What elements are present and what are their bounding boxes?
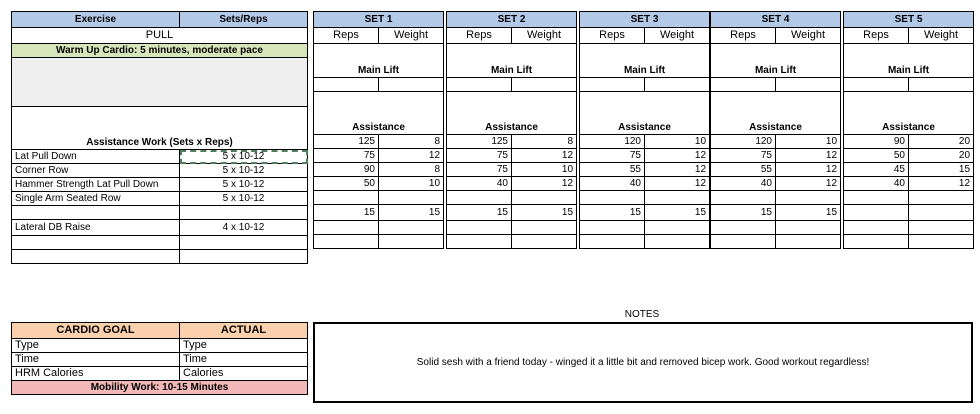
set-title: SET 2 [447, 12, 577, 28]
exercise-row [12, 206, 308, 220]
reps-cell[interactable] [844, 205, 909, 221]
reps-header: Reps [580, 28, 645, 44]
set-table-5 [843, 11, 974, 249]
weight-cell[interactable]: 12 [909, 177, 974, 191]
main-lift-blank [12, 58, 308, 107]
set-row [844, 191, 974, 205]
header-sets-reps: Sets/Reps [180, 12, 308, 28]
exercise-row [12, 164, 308, 178]
reps-cell[interactable]: 40 [711, 177, 776, 191]
main-lift-reps[interactable] [844, 78, 909, 92]
reps-cell[interactable]: 75 [580, 149, 645, 163]
set-table-2 [446, 11, 577, 249]
exercise-name[interactable]: Hammer Strength Lat Pull Down [12, 178, 180, 192]
cardio-table [11, 322, 308, 395]
set-row [844, 135, 974, 149]
reps-header: Reps [447, 28, 512, 44]
set-row [711, 221, 841, 235]
weight-cell[interactable]: 10 [379, 177, 444, 191]
notes-box[interactable] [313, 322, 973, 403]
set-table-4 [710, 11, 841, 249]
reps-cell[interactable]: 125 [447, 135, 512, 149]
set-title: SET 1 [314, 12, 444, 28]
notes-title: NOTES [624, 309, 660, 320]
reps-cell[interactable] [580, 191, 645, 205]
set-row [447, 221, 577, 235]
exercise-name[interactable]: Corner Row [12, 164, 180, 178]
set-row [844, 205, 974, 221]
exercise-sets-reps[interactable] [180, 250, 308, 264]
reps-cell[interactable]: 40 [580, 177, 645, 191]
set-row [844, 221, 974, 235]
set-row [447, 163, 577, 177]
assistance-label: Assistance [447, 92, 577, 135]
set-row [711, 149, 841, 163]
exercise-row [12, 178, 308, 192]
weight-cell[interactable] [645, 235, 710, 249]
weight-cell[interactable]: 12 [776, 149, 841, 163]
cardio-goal-type: Type [12, 339, 180, 353]
reps-cell[interactable]: 55 [580, 163, 645, 177]
weight-cell[interactable]: 8 [512, 135, 577, 149]
main-lift-reps[interactable] [711, 78, 776, 92]
exercise-sets-reps[interactable]: 5 x 10-12 [180, 178, 308, 192]
reps-cell[interactable] [314, 235, 379, 249]
exercise-table [11, 11, 308, 264]
assistance-label: Assistance Work (Sets x Reps) [12, 107, 308, 150]
main-lift-weight[interactable] [512, 78, 577, 92]
set-row [314, 135, 444, 149]
reps-cell[interactable]: 125 [314, 135, 379, 149]
set-row [314, 149, 444, 163]
weight-cell[interactable] [512, 191, 577, 205]
set-row [711, 235, 841, 249]
weight-cell[interactable]: 10 [645, 135, 710, 149]
reps-cell[interactable] [447, 221, 512, 235]
set-title: SET 5 [844, 12, 974, 28]
set-title: SET 4 [711, 12, 841, 28]
weight-cell[interactable] [909, 191, 974, 205]
reps-cell[interactable] [844, 235, 909, 249]
cardio-goal-calories: HRM Calories [12, 367, 180, 381]
set-row [711, 177, 841, 191]
set-row [580, 135, 710, 149]
set-title: SET 3 [580, 12, 710, 28]
weight-cell[interactable]: 15 [909, 163, 974, 177]
set-row [844, 177, 974, 191]
cardio-goal-header: CARDIO GOAL [12, 323, 180, 339]
set-row [844, 235, 974, 249]
reps-cell[interactable] [711, 235, 776, 249]
weight-header: Weight [645, 28, 710, 44]
reps-cell[interactable]: 15 [447, 205, 512, 221]
set-row [580, 205, 710, 221]
weight-cell[interactable] [776, 221, 841, 235]
exercise-sets-reps[interactable]: 5 x 10-12 [180, 164, 308, 178]
main-lift-weight[interactable] [776, 78, 841, 92]
set-table-1 [313, 11, 444, 249]
weight-header: Weight [379, 28, 444, 44]
main-lift-weight[interactable] [909, 78, 974, 92]
set-row [314, 163, 444, 177]
exercise-row [12, 250, 308, 264]
set-row [711, 135, 841, 149]
set-row [580, 163, 710, 177]
cardio-actual-time: Time [180, 353, 308, 367]
reps-cell[interactable] [844, 221, 909, 235]
assistance-label: Assistance [580, 92, 710, 135]
set-row [447, 149, 577, 163]
weight-header: Weight [776, 28, 841, 44]
weight-header: Weight [512, 28, 577, 44]
exercise-name[interactable] [12, 236, 180, 250]
set-row [711, 191, 841, 205]
reps-cell[interactable]: 75 [711, 149, 776, 163]
set-row [314, 205, 444, 221]
reps-cell[interactable]: 50 [844, 149, 909, 163]
exercise-row [12, 192, 308, 206]
main-lift-weight[interactable] [379, 78, 444, 92]
exercise-name[interactable] [12, 250, 180, 264]
set-row [314, 235, 444, 249]
reps-cell[interactable] [314, 191, 379, 205]
weight-header: Weight [909, 28, 974, 44]
assistance-label: Assistance [711, 92, 841, 135]
set-row [447, 177, 577, 191]
weight-cell[interactable]: 12 [512, 177, 577, 191]
exercise-sets-reps[interactable] [180, 236, 308, 250]
weight-cell[interactable]: 12 [776, 163, 841, 177]
main-lift-reps[interactable] [447, 78, 512, 92]
reps-cell[interactable] [447, 235, 512, 249]
weight-cell[interactable] [379, 235, 444, 249]
notes-text: Solid sesh with a friend today - winged it a little bit and removed bicep work. Good workout regardless! [416, 357, 870, 368]
set-row [447, 205, 577, 221]
reps-cell[interactable]: 120 [580, 135, 645, 149]
reps-cell[interactable] [447, 191, 512, 205]
weight-cell[interactable] [645, 191, 710, 205]
reps-cell[interactable] [844, 191, 909, 205]
exercise-row [12, 236, 308, 250]
weight-cell[interactable] [776, 191, 841, 205]
main-lift-reps[interactable] [580, 78, 645, 92]
weight-cell[interactable]: 10 [776, 135, 841, 149]
weight-cell[interactable]: 12 [512, 149, 577, 163]
main-lift-label: Main Lift [711, 44, 841, 78]
reps-cell[interactable]: 75 [447, 149, 512, 163]
set-row [580, 191, 710, 205]
set-row [580, 149, 710, 163]
reps-cell[interactable]: 15 [314, 205, 379, 221]
weight-cell[interactable]: 12 [379, 149, 444, 163]
reps-cell[interactable]: 15 [711, 205, 776, 221]
reps-cell[interactable]: 120 [711, 135, 776, 149]
exercise-name[interactable]: Lat Pull Down [12, 150, 180, 164]
exercise-sets-reps[interactable]: 5 x 10-12 [180, 150, 308, 164]
set-row [314, 221, 444, 235]
reps-cell[interactable]: 50 [314, 177, 379, 191]
reps-cell[interactable] [314, 221, 379, 235]
exercise-name[interactable]: Lateral DB Raise [12, 220, 180, 236]
reps-cell[interactable]: 90 [314, 163, 379, 177]
weight-cell[interactable]: 12 [776, 177, 841, 191]
weight-cell[interactable]: 15 [776, 205, 841, 221]
reps-header: Reps [314, 28, 379, 44]
weight-cell[interactable]: 20 [909, 135, 974, 149]
reps-cell[interactable]: 75 [314, 149, 379, 163]
cardio-actual-header: ACTUAL [180, 323, 308, 339]
set-row [314, 191, 444, 205]
weight-cell[interactable]: 12 [645, 163, 710, 177]
main-lift-reps[interactable] [314, 78, 379, 92]
reps-cell[interactable] [711, 191, 776, 205]
set-row [447, 235, 577, 249]
reps-cell[interactable] [580, 221, 645, 235]
mobility-row: Mobility Work: 10-15 Minutes [12, 381, 308, 395]
weight-cell[interactable] [379, 221, 444, 235]
weight-cell[interactable]: 8 [379, 163, 444, 177]
reps-cell[interactable] [711, 221, 776, 235]
exercise-name[interactable]: Single Arm Seated Row [12, 192, 180, 206]
main-lift-label: Main Lift [447, 44, 577, 78]
assistance-label: Assistance [844, 92, 974, 135]
weight-cell[interactable]: 12 [645, 177, 710, 191]
set-row [580, 177, 710, 191]
weight-cell[interactable]: 15 [379, 205, 444, 221]
weight-cell[interactable]: 10 [512, 163, 577, 177]
weight-cell[interactable] [645, 221, 710, 235]
set-table-3 [579, 11, 710, 249]
reps-header: Reps [711, 28, 776, 44]
reps-cell[interactable]: 15 [580, 205, 645, 221]
reps-cell[interactable]: 45 [844, 163, 909, 177]
warmup-row: Warm Up Cardio: 5 minutes, moderate pace [12, 44, 308, 58]
weight-cell[interactable] [512, 221, 577, 235]
set-row [844, 163, 974, 177]
set-row [711, 205, 841, 221]
reps-header: Reps [844, 28, 909, 44]
set-row [447, 135, 577, 149]
exercise-row [12, 150, 308, 164]
set-row [580, 221, 710, 235]
exercise-sets-reps[interactable]: 4 x 10-12 [180, 220, 308, 236]
set-row [711, 163, 841, 177]
weight-cell[interactable]: 15 [512, 205, 577, 221]
weight-cell[interactable]: 8 [379, 135, 444, 149]
exercise-sets-reps[interactable]: 5 x 10-12 [180, 192, 308, 206]
reps-cell[interactable] [580, 235, 645, 249]
reps-cell[interactable]: 40 [844, 177, 909, 191]
weight-cell[interactable]: 20 [909, 149, 974, 163]
reps-cell[interactable]: 75 [447, 163, 512, 177]
exercise-name[interactable] [12, 206, 180, 220]
main-lift-label: Main Lift [314, 44, 444, 78]
set-row [314, 177, 444, 191]
weight-cell[interactable] [909, 205, 974, 221]
exercise-row [12, 220, 308, 236]
cardio-actual-calories: Calories [180, 367, 308, 381]
cardio-actual-type: Type [180, 339, 308, 353]
weight-cell[interactable] [776, 235, 841, 249]
main-lift-weight[interactable] [645, 78, 710, 92]
header-exercise: Exercise [12, 12, 180, 28]
day-label: PULL [12, 28, 308, 44]
weight-cell[interactable] [909, 235, 974, 249]
main-lift-label: Main Lift [844, 44, 974, 78]
main-lift-label: Main Lift [580, 44, 710, 78]
weight-cell[interactable] [909, 221, 974, 235]
reps-cell[interactable]: 90 [844, 135, 909, 149]
cardio-goal-time: Time [12, 353, 180, 367]
assistance-label: Assistance [314, 92, 444, 135]
weight-cell[interactable]: 12 [645, 149, 710, 163]
weight-cell[interactable] [379, 191, 444, 205]
weight-cell[interactable]: 15 [645, 205, 710, 221]
weight-cell[interactable] [512, 235, 577, 249]
reps-cell[interactable]: 40 [447, 177, 512, 191]
set-row [844, 149, 974, 163]
set-row [447, 191, 577, 205]
exercise-sets-reps[interactable] [180, 206, 308, 220]
set-row [580, 235, 710, 249]
reps-cell[interactable]: 55 [711, 163, 776, 177]
